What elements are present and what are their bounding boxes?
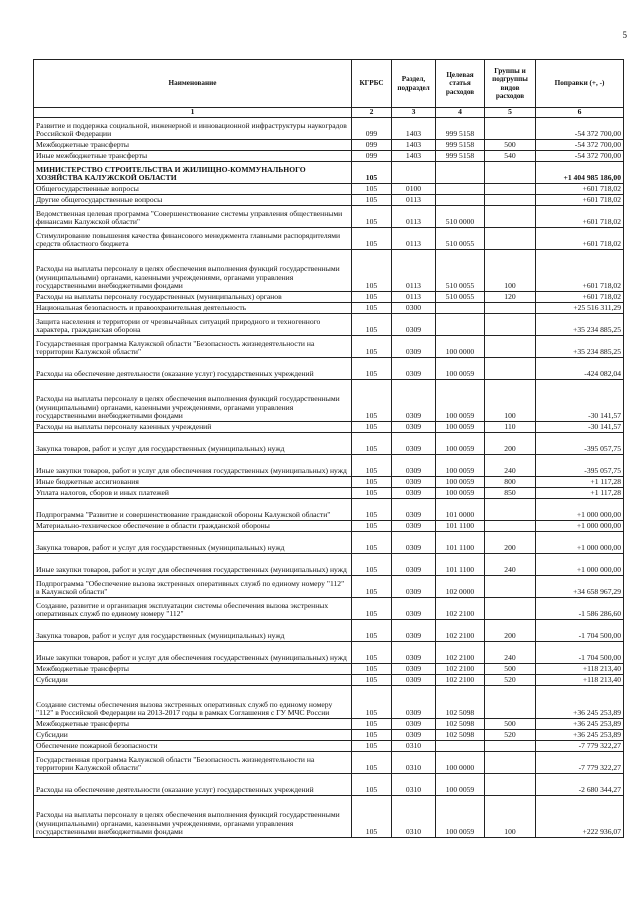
row-name: Государственная программа Калужской области "Безопасность жизнедеятельности на территории Калужской области": [34, 335, 352, 357]
row-kgrbs: 099: [352, 150, 392, 161]
table-row: [34, 421, 624, 432]
row-kgrbs: 105: [352, 291, 392, 302]
row-name: Государственная программа Калужской области "Безопасность жизнедеятельности на территории Калужской области": [34, 751, 352, 773]
row-article: 100 0059: [436, 773, 485, 795]
table-row: [34, 674, 624, 685]
row-kgrbs: 105: [352, 773, 392, 795]
row-amount: +118 213,40: [536, 663, 624, 674]
row-amount: +601 718,02: [536, 227, 624, 249]
row-amount: +35 234 885,25: [536, 313, 624, 335]
table-row: [34, 183, 624, 194]
row-article: [436, 302, 485, 313]
row-group: 240: [485, 553, 536, 575]
row-amount: +1 000 000,00: [536, 520, 624, 531]
row-kgrbs: 105: [352, 531, 392, 553]
row-group: 520: [485, 674, 536, 685]
row-article: 100 0059: [436, 476, 485, 487]
row-group: 500: [485, 718, 536, 729]
row-section: 0310: [392, 795, 436, 837]
row-amount: -1 704 500,00: [536, 619, 624, 641]
row-section: 1403: [392, 150, 436, 161]
table-row: [34, 150, 624, 161]
row-amount: -395 057,75: [536, 454, 624, 476]
row-name: Расходы на обеспечение деятельности (оказание услуг) государственных учреждений: [34, 773, 352, 795]
row-name: Иные межбюджетные трансферты: [34, 150, 352, 161]
row-section: 0309: [392, 432, 436, 454]
table-row: [34, 641, 624, 663]
row-article: 100 0059: [436, 487, 485, 498]
row-section: 0113: [392, 205, 436, 227]
row-article: 102 5098: [436, 685, 485, 718]
row-name: Расходы на выплаты персоналу в целях обеспечения выполнения функций государственными (муниципальными) органами, казенными учреждениями, органами управления государственными внебюджетными фондами: [34, 249, 352, 291]
row-article: 101 0000: [436, 498, 485, 520]
row-kgrbs: 105: [352, 302, 392, 313]
header-section: Раздел, подраздел: [392, 60, 436, 108]
row-group: 500: [485, 139, 536, 150]
table-row: [34, 663, 624, 674]
row-article: [436, 161, 485, 183]
table-row: [34, 227, 624, 249]
row-name: Расходы на обеспечение деятельности (оказание услуг) государственных учреждений: [34, 357, 352, 379]
row-section: 0309: [392, 487, 436, 498]
row-amount: +1 117,28: [536, 487, 624, 498]
row-group: 110: [485, 421, 536, 432]
header-kgrbs: КГРБС: [352, 60, 392, 108]
row-article: 999 5158: [436, 139, 485, 150]
row-section: 0309: [392, 454, 436, 476]
row-kgrbs: 105: [352, 718, 392, 729]
row-kgrbs: 105: [352, 487, 392, 498]
row-group: [485, 117, 536, 139]
row-group: 850: [485, 487, 536, 498]
row-name: Иные бюджетные ассигнования: [34, 476, 352, 487]
row-kgrbs: 105: [352, 313, 392, 335]
row-name: Субсидии: [34, 674, 352, 685]
row-name: Ведомственная целевая программа "Совершенствование системы управления общественными финансами Калужской области": [34, 205, 352, 227]
table-row: [34, 487, 624, 498]
table-row: [34, 302, 624, 313]
row-name: Другие общегосударственные вопросы: [34, 194, 352, 205]
row-group: 500: [485, 663, 536, 674]
row-amount: -2 680 344,27: [536, 773, 624, 795]
row-group: 100: [485, 379, 536, 421]
table-body: [34, 117, 624, 837]
row-kgrbs: 105: [352, 597, 392, 619]
row-name: Закупка товаров, работ и услуг для государственных (муниципальных) нужд: [34, 619, 352, 641]
table-row: [34, 249, 624, 291]
row-kgrbs: 105: [352, 454, 392, 476]
row-article: 100 0059: [436, 432, 485, 454]
row-section: 0309: [392, 575, 436, 597]
row-article: 100 0000: [436, 751, 485, 773]
table-row: [34, 476, 624, 487]
row-section: 0309: [392, 520, 436, 531]
table-row: [34, 685, 624, 718]
row-section: 0309: [392, 531, 436, 553]
row-name: Иные закупки товаров, работ и услуг для обеспечения государственных (муниципальных) нужд: [34, 553, 352, 575]
row-name: Иные закупки товаров, работ и услуг для обеспечения государственных (муниципальных) нужд: [34, 454, 352, 476]
row-amount: +1 000 000,00: [536, 531, 624, 553]
row-kgrbs: 105: [352, 227, 392, 249]
row-kgrbs: 105: [352, 205, 392, 227]
row-section: 0113: [392, 249, 436, 291]
table-row: [34, 773, 624, 795]
table-row: [34, 520, 624, 531]
row-name: Расходы на выплаты персоналу государственных (муниципальных) органов: [34, 291, 352, 302]
row-kgrbs: 105: [352, 740, 392, 751]
row-kgrbs: 105: [352, 729, 392, 740]
row-amount: +601 718,02: [536, 194, 624, 205]
column-number: 2: [352, 108, 392, 118]
row-amount: -30 141,57: [536, 379, 624, 421]
row-section: 0309: [392, 663, 436, 674]
row-group: [485, 773, 536, 795]
row-article: 101 1100: [436, 553, 485, 575]
table-row: [34, 531, 624, 553]
column-number: 6: [536, 108, 624, 118]
row-section: 0100: [392, 183, 436, 194]
row-section: 0309: [392, 335, 436, 357]
row-group: [485, 685, 536, 718]
column-number-row: [34, 108, 624, 118]
row-amount: +34 658 967,29: [536, 575, 624, 597]
row-amount: +1 000 000,00: [536, 553, 624, 575]
row-article: 100 0000: [436, 335, 485, 357]
table-row: [34, 194, 624, 205]
table-row: [34, 740, 624, 751]
row-amount: +222 936,07: [536, 795, 624, 837]
row-article: 999 5158: [436, 150, 485, 161]
row-section: 1403: [392, 117, 436, 139]
row-name: Защита населения и территории от чрезвычайных ситуаций природного и техногенного характера, гражданская оборона: [34, 313, 352, 335]
row-group: [485, 498, 536, 520]
table-row: [34, 597, 624, 619]
row-name: Национальная безопасность и правоохранительная деятельность: [34, 302, 352, 313]
row-group: [485, 575, 536, 597]
row-name: Создание, развитие и организация эксплуатации системы обеспечения вызова экстренных оперативных служб по единому номеру "112": [34, 597, 352, 619]
row-name: Расходы на выплаты персоналу казенных учреждений: [34, 421, 352, 432]
row-amount: +601 718,02: [536, 291, 624, 302]
row-kgrbs: 105: [352, 432, 392, 454]
table-row: [34, 117, 624, 139]
row-name: Развитие и поддержка социальной, инженерной и инновационной инфраструктуры наукоградов Российской Федерации: [34, 117, 352, 139]
row-amount: +36 245 253,89: [536, 685, 624, 718]
row-group: [485, 313, 536, 335]
row-article: 510 0055: [436, 249, 485, 291]
table-row: [34, 795, 624, 837]
row-article: [436, 194, 485, 205]
row-name: Подпрограмма "Развитие и совершенствование гражданской обороны Калужской области": [34, 498, 352, 520]
row-name: Субсидии: [34, 729, 352, 740]
row-section: 0309: [392, 476, 436, 487]
row-group: [485, 302, 536, 313]
row-amount: +601 718,02: [536, 249, 624, 291]
table-row: [34, 335, 624, 357]
row-group: [485, 205, 536, 227]
row-kgrbs: 105: [352, 553, 392, 575]
row-name: Создание системы обеспечения вызова экстренных оперативных служб по единому номеру "112" в Российской Федерации на 2013-2017 годы в рамках Соглашения с ГУ МЧС России: [34, 685, 352, 718]
row-name: Межбюджетные трансферты: [34, 718, 352, 729]
row-group: 200: [485, 619, 536, 641]
row-group: 120: [485, 291, 536, 302]
column-number: 4: [436, 108, 485, 118]
row-article: 100 0059: [436, 454, 485, 476]
row-article: [436, 313, 485, 335]
row-section: 0309: [392, 313, 436, 335]
row-article: 100 0059: [436, 357, 485, 379]
row-section: 0309: [392, 498, 436, 520]
row-kgrbs: 105: [352, 674, 392, 685]
row-amount: -30 141,57: [536, 421, 624, 432]
row-amount: +36 245 253,89: [536, 718, 624, 729]
row-article: [436, 740, 485, 751]
row-section: 0310: [392, 740, 436, 751]
row-name: Расходы на выплаты персоналу в целях обеспечения выполнения функций государственными (муниципальными) органами, казенными учреждениями, органами управления государственными внебюджетными фондами: [34, 379, 352, 421]
row-article: 102 5098: [436, 729, 485, 740]
row-kgrbs: 105: [352, 520, 392, 531]
row-group: [485, 597, 536, 619]
row-group: 240: [485, 641, 536, 663]
row-section: 0113: [392, 227, 436, 249]
row-article: 102 2100: [436, 674, 485, 685]
row-amount: +1 117,28: [536, 476, 624, 487]
table-row: [34, 619, 624, 641]
row-kgrbs: 105: [352, 751, 392, 773]
row-section: 0309: [392, 674, 436, 685]
row-section: 0309: [392, 597, 436, 619]
header-article: Целевая статья расходов: [436, 60, 485, 108]
row-kgrbs: 105: [352, 575, 392, 597]
row-section: 0300: [392, 302, 436, 313]
row-article: 102 0000: [436, 575, 485, 597]
row-amount: +25 516 311,29: [536, 302, 624, 313]
row-group: 800: [485, 476, 536, 487]
row-group: [485, 335, 536, 357]
row-kgrbs: 099: [352, 117, 392, 139]
table-row: [34, 291, 624, 302]
table-row: [34, 454, 624, 476]
row-section: 0310: [392, 751, 436, 773]
row-name: Иные закупки товаров, работ и услуг для обеспечения государственных (муниципальных) нужд: [34, 641, 352, 663]
row-article: 100 0059: [436, 421, 485, 432]
row-section: [392, 161, 436, 183]
row-article: 102 5098: [436, 718, 485, 729]
row-kgrbs: 105: [352, 194, 392, 205]
row-kgrbs: 105: [352, 476, 392, 487]
row-name: Межбюджетные трансферты: [34, 139, 352, 150]
row-section: 0309: [392, 421, 436, 432]
table-row: [34, 313, 624, 335]
row-group: [485, 740, 536, 751]
column-number: 3: [392, 108, 436, 118]
row-article: 100 0059: [436, 379, 485, 421]
row-section: 0310: [392, 773, 436, 795]
row-group: [485, 194, 536, 205]
row-group: 100: [485, 795, 536, 837]
row-group: [485, 357, 536, 379]
row-name: Уплата налогов, сборов и иных платежей: [34, 487, 352, 498]
row-group: 200: [485, 432, 536, 454]
row-amount: -1 704 500,00: [536, 641, 624, 663]
table-row: [34, 718, 624, 729]
table-row: [34, 575, 624, 597]
row-amount: +601 718,02: [536, 183, 624, 194]
row-amount: +118 213,40: [536, 674, 624, 685]
row-article: 101 1100: [436, 531, 485, 553]
row-name: Расходы на выплаты персоналу в целях обеспечения выполнения функций государственными (муниципальными) органами, казенными учреждениями, органами управления государственными внебюджетными фондами: [34, 795, 352, 837]
column-number: 1: [34, 108, 352, 118]
row-article: [436, 183, 485, 194]
row-article: 510 0055: [436, 227, 485, 249]
row-section: 0309: [392, 685, 436, 718]
row-kgrbs: 105: [352, 685, 392, 718]
row-section: 1403: [392, 139, 436, 150]
row-article: 101 1100: [436, 520, 485, 531]
row-amount: +1 000 000,00: [536, 498, 624, 520]
table-row: [34, 161, 624, 183]
row-amount: -7 779 322,27: [536, 740, 624, 751]
row-kgrbs: 105: [352, 379, 392, 421]
column-number: 5: [485, 108, 536, 118]
row-kgrbs: 105: [352, 357, 392, 379]
row-article: 100 0059: [436, 795, 485, 837]
header-group: Группы и подгруппы видов расходов: [485, 60, 536, 108]
row-name: Материально-техническое обеспечение в области гражданской обороны: [34, 520, 352, 531]
row-group: 200: [485, 531, 536, 553]
header-amount: Поправки (+, -): [536, 60, 624, 108]
row-section: 0309: [392, 729, 436, 740]
table-row: [34, 729, 624, 740]
table-row: [34, 553, 624, 575]
row-kgrbs: 105: [352, 249, 392, 291]
row-group: [485, 751, 536, 773]
row-amount: -54 372 700,00: [536, 117, 624, 139]
table-row: [34, 498, 624, 520]
row-group: 520: [485, 729, 536, 740]
row-group: [485, 520, 536, 531]
table-header-row: [34, 60, 624, 108]
row-amount: +35 234 885,25: [536, 335, 624, 357]
row-article: 102 2100: [436, 641, 485, 663]
row-kgrbs: 105: [352, 335, 392, 357]
row-group: [485, 227, 536, 249]
row-name: Подпрограмма "Обеспечение вызова экстренных оперативных служб по единому номеру "112" в Калужской области": [34, 575, 352, 597]
row-kgrbs: 099: [352, 139, 392, 150]
row-section: 0309: [392, 718, 436, 729]
row-kgrbs: 105: [352, 663, 392, 674]
row-section: 0113: [392, 194, 436, 205]
row-group: [485, 161, 536, 183]
table-row: [34, 432, 624, 454]
row-section: 0309: [392, 619, 436, 641]
row-amount: -54 372 700,00: [536, 150, 624, 161]
row-group: 100: [485, 249, 536, 291]
row-kgrbs: 105: [352, 619, 392, 641]
table-row: [34, 139, 624, 150]
row-article: 999 5158: [436, 117, 485, 139]
row-article: 510 0000: [436, 205, 485, 227]
row-section: 0309: [392, 357, 436, 379]
row-group: 540: [485, 150, 536, 161]
row-name: Обеспечение пожарной безопасности: [34, 740, 352, 751]
row-name: Закупка товаров, работ и услуг для государственных (муниципальных) нужд: [34, 432, 352, 454]
row-article: 102 2100: [436, 597, 485, 619]
row-amount: -1 586 286,60: [536, 597, 624, 619]
table-row: [34, 205, 624, 227]
row-kgrbs: 105: [352, 183, 392, 194]
row-section: 0309: [392, 379, 436, 421]
row-amount: +601 718,02: [536, 205, 624, 227]
row-kgrbs: 105: [352, 641, 392, 663]
row-amount: -395 057,75: [536, 432, 624, 454]
row-group: 240: [485, 454, 536, 476]
row-amount: -7 779 322,27: [536, 751, 624, 773]
row-section: 0309: [392, 641, 436, 663]
row-amount: -424 082,04: [536, 357, 624, 379]
row-kgrbs: 105: [352, 795, 392, 837]
row-name: МИНИСТЕРСТВО СТРОИТЕЛЬСТВА И ЖИЛИЩНО-КОММУНАЛЬНОГО ХОЗЯЙСТВА КАЛУЖСКОЙ ОБЛАСТИ: [34, 161, 352, 183]
row-kgrbs: 105: [352, 161, 392, 183]
row-name: Стимулирование повышения качества финансового менеджмента главными распорядителями средств областного бюджета: [34, 227, 352, 249]
row-kgrbs: 105: [352, 421, 392, 432]
table-row: [34, 379, 624, 421]
row-name: Межбюджетные трансферты: [34, 663, 352, 674]
row-amount: -54 372 700,00: [536, 139, 624, 150]
row-amount: +36 245 253,89: [536, 729, 624, 740]
row-article: 510 0055: [436, 291, 485, 302]
table-row: [34, 751, 624, 773]
row-amount: +1 404 985 186,00: [536, 161, 624, 183]
row-group: [485, 183, 536, 194]
page-number: 5: [622, 30, 627, 40]
row-name: Закупка товаров, работ и услуг для государственных (муниципальных) нужд: [34, 531, 352, 553]
budget-amendments-table: [33, 59, 624, 838]
row-name: Общегосударственные вопросы: [34, 183, 352, 194]
row-article: 102 2100: [436, 619, 485, 641]
table-row: [34, 357, 624, 379]
row-section: 0309: [392, 553, 436, 575]
row-section: 0113: [392, 291, 436, 302]
row-kgrbs: 105: [352, 498, 392, 520]
row-article: 102 2100: [436, 663, 485, 674]
header-name: Наименование: [34, 60, 352, 108]
